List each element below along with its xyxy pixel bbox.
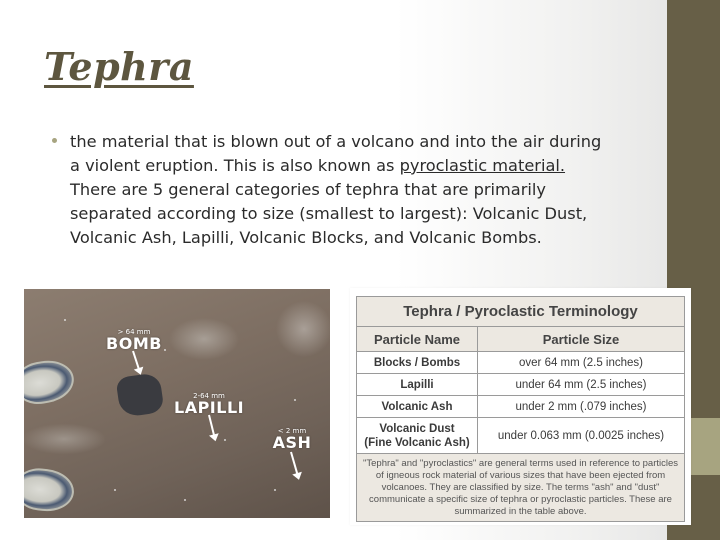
particle-name: Volcanic Ash [357,396,478,418]
speck [64,319,66,321]
arrow-icon [132,351,140,371]
table-title: Tephra / Pyroclastic Terminology [357,297,685,327]
slide-body [50,130,610,250]
bullet-icon [52,138,57,143]
table-note: "Tephra" and "pyroclastics" are general terms used in reference to particles of igneous rock material of various sizes that have been ejected from volcanoes. They are classified by size. The terms "ash" and "dust" communicate a specific size of tephra or pyroclastic particles. These are summarized in the table above. [357,454,685,522]
slide-title: Tephra [44,44,194,89]
terminology-table-card [350,288,691,525]
particle-size: under 0.063 mm (0.0025 inches) [478,418,685,454]
table-row [357,374,685,396]
terminology-table [356,296,685,522]
volcanic-bomb-rock [115,372,164,418]
arrow-icon [208,415,215,437]
arrow-icon [290,452,299,476]
table-row [357,396,685,418]
particle-name: Blocks / Bombs [357,352,478,374]
ash-label: < 2 mm ASH [272,427,312,452]
speck [184,499,186,501]
lapilli-label: 2-64 mm LAPILLI [174,392,245,417]
particle-size: over 64 mm (2.5 inches) [478,352,685,374]
table-header-row [357,327,685,352]
particle-name: Volcanic Dust (Fine Volcanic Ash) [357,418,478,454]
bomb-label: > 64 mm BOMB [106,328,162,353]
table-note-row [357,454,685,522]
speck [274,489,276,491]
bullet-text-after: There are 5 general categories of tephra that are primarily separated according to size (smallest to largest): Volcanic Dust, Volcanic Ash, Lapilli, Volcanic Blocks, and Volcanic Bombs. [70,180,588,247]
pyroclastic-material-term: pyroclastic material. [399,156,566,175]
bullet-text-before: the material that is blown out of a volcano and into the air during a violent eruption. This is also known as [70,132,602,175]
table-row [357,418,685,454]
speck [114,489,116,491]
particle-name: Lapilli [357,374,478,396]
column-header-size: Particle Size [478,327,685,352]
shoe-image [24,356,77,407]
speck [294,399,296,401]
speck [224,439,226,441]
particle-size: under 64 mm (2.5 inches) [478,374,685,396]
column-header-name: Particle Name [357,327,478,352]
speck [164,349,166,351]
shoe-image [24,466,76,514]
bullet-item [50,130,610,250]
particle-size: under 2 mm (.079 inches) [478,396,685,418]
tephra-photo [24,289,330,518]
table-row [357,352,685,374]
